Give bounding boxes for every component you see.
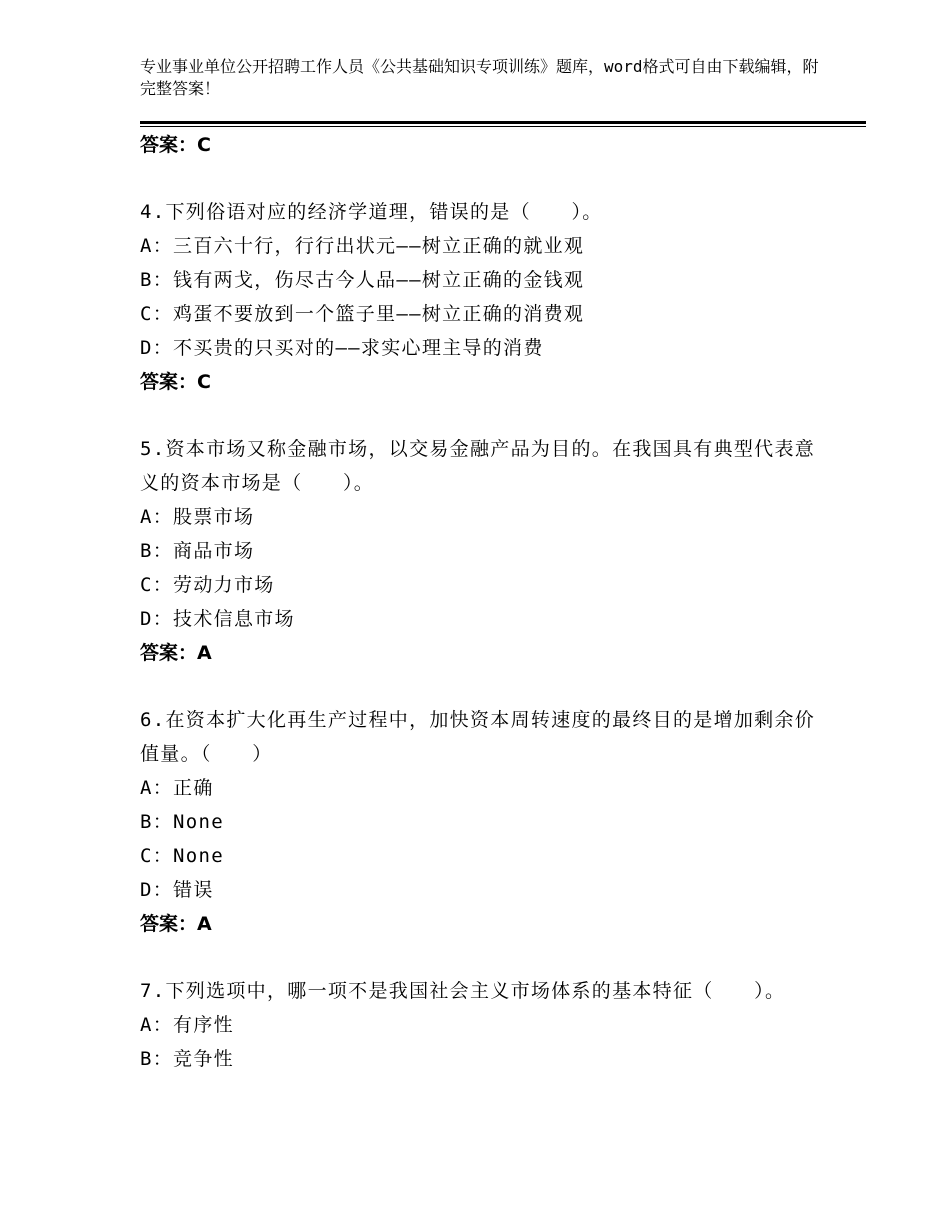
question-6 (140, 703, 820, 941)
option-d: D：技术信息市场 (140, 608, 295, 630)
question-stem: 4.下列俗语对应的经济学道理，错误的是（ ）。 (140, 201, 603, 223)
answer-line: 答案：A (140, 913, 212, 935)
document-body (140, 128, 820, 1076)
option-b: B：None (140, 811, 224, 833)
answer-line: 答案：A (140, 642, 212, 664)
answer-line: 答案：C (140, 371, 211, 393)
option-d: D：不买贵的只买对的——求实心理主导的消费 (140, 337, 544, 359)
question-stem: 7.下列选项中，哪一项不是我国社会主义市场体系的基本特征（ ）。 (140, 980, 786, 1002)
option-b: B：竞争性 (140, 1048, 234, 1070)
option-a: A：股票市场 (140, 506, 255, 528)
option-c: C：None (140, 845, 224, 867)
question-stem: 5.资本市场又称金融市场，以交易金融产品为目的。在我国具有典型代表意义的资本市场是（ ）。 (140, 438, 816, 494)
document-header: 专业事业单位公开招聘工作人员《公共基础知识专项训练》题库，word格式可自由下载编辑，附完整答案！ (140, 57, 819, 98)
question-5 (140, 432, 820, 670)
header-rule-thin (140, 126, 866, 127)
header-rule (140, 121, 866, 124)
question-stem: 6.在资本扩大化再生产过程中，加快资本周转速度的最终目的是增加剩余价值量。（ ） (140, 709, 816, 765)
option-a: A：正确 (140, 777, 214, 799)
option-c: C：鸡蛋不要放到一个篮子里——树立正确的消费观 (140, 303, 585, 325)
option-a: A：三百六十行，行行出状元——树立正确的就业观 (140, 235, 585, 257)
question-7 (140, 974, 820, 1076)
option-a: A：有序性 (140, 1014, 234, 1036)
option-b: B：商品市场 (140, 540, 255, 562)
option-d: D：错误 (140, 879, 214, 901)
answer-line: 答案：C (140, 134, 211, 156)
question-4 (140, 195, 820, 399)
option-b: B：钱有两戈，伤尽古今人品——树立正确的金钱观 (140, 269, 585, 291)
option-c: C：劳动力市场 (140, 574, 275, 596)
